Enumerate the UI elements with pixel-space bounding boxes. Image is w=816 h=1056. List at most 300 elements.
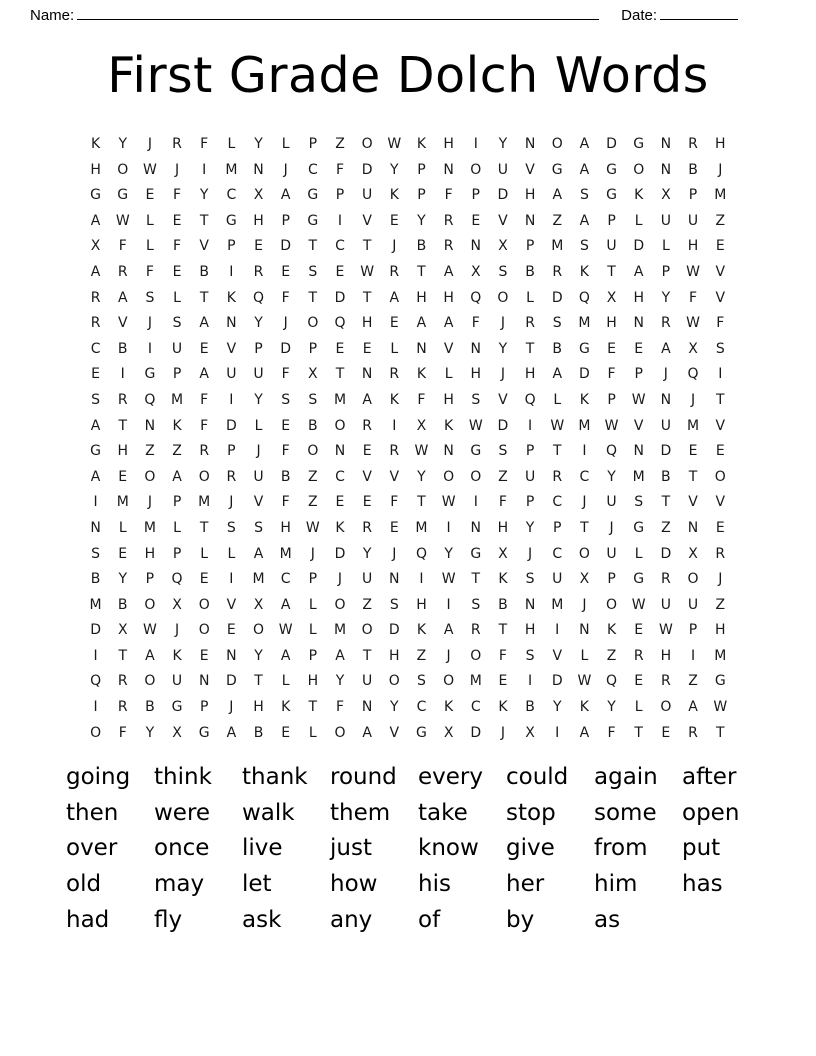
grid-cell[interactable]: P (308, 136, 318, 152)
grid-cell[interactable]: U (606, 238, 617, 255)
grid-cell[interactable]: P (227, 443, 236, 460)
grid-cell[interactable]: P (688, 622, 698, 639)
grid-cell[interactable]: V (525, 161, 535, 178)
grid-cell[interactable]: A (552, 366, 563, 383)
grid-cell[interactable]: Y (118, 136, 128, 152)
grid-cell[interactable]: C (335, 468, 345, 485)
grid-cell[interactable]: J (690, 391, 696, 408)
grid-cell[interactable]: Q (253, 289, 265, 306)
grid-cell[interactable]: Y (661, 289, 671, 306)
grid-cell[interactable]: N (253, 161, 264, 178)
grid-cell[interactable]: A (90, 468, 101, 485)
grid-cell[interactable]: A (335, 647, 345, 664)
grid-cell[interactable]: P (417, 187, 426, 204)
grid-cell[interactable]: W (142, 622, 157, 639)
grid-cell[interactable]: F (390, 494, 399, 511)
grid-cell[interactable]: Z (715, 212, 726, 229)
grid-cell[interactable]: O (144, 596, 156, 613)
grid-cell[interactable]: F (335, 699, 345, 716)
grid-cell[interactable]: I (120, 366, 125, 383)
grid-cell[interactable]: V (199, 238, 209, 255)
grid-cell[interactable]: D (606, 136, 617, 152)
grid-cell[interactable]: A (661, 340, 671, 357)
grid-cell[interactable]: D (334, 289, 346, 306)
grid-cell[interactable]: Z (308, 494, 318, 511)
grid-cell[interactable]: R (389, 366, 400, 383)
grid-cell[interactable]: H (524, 622, 536, 639)
grid-cell[interactable]: N (226, 647, 237, 664)
grid-cell[interactable]: R (470, 622, 481, 639)
grid-cell[interactable]: A (199, 315, 209, 332)
grid-cell[interactable]: I (718, 366, 723, 383)
grid-cell[interactable]: S (417, 673, 426, 690)
grid-cell[interactable]: W (414, 443, 429, 460)
grid-cell[interactable]: I (582, 443, 587, 460)
word-bank-item[interactable]: old (66, 871, 102, 898)
grid-cell[interactable]: E (335, 340, 345, 357)
grid-cell[interactable]: J (500, 366, 505, 383)
grid-cell[interactable]: M (714, 187, 727, 204)
grid-cell[interactable]: N (416, 340, 427, 357)
grid-cell[interactable]: F (281, 494, 290, 511)
grid-cell[interactable]: L (308, 622, 317, 639)
grid-cell[interactable]: T (199, 519, 209, 536)
grid-cell[interactable]: R (172, 136, 182, 152)
grid-cell[interactable]: H (687, 238, 699, 255)
grid-cell[interactable]: N (660, 161, 672, 178)
grid-cell[interactable]: U (253, 468, 264, 485)
grid-cell[interactable]: S (281, 391, 291, 408)
grid-cell[interactable]: S (91, 545, 101, 562)
grid-cell[interactable]: U (524, 468, 536, 485)
grid-cell[interactable]: R (253, 263, 264, 280)
grid-cell[interactable]: G (416, 724, 427, 741)
grid-cell[interactable]: S (308, 391, 318, 408)
grid-cell[interactable]: K (634, 187, 644, 204)
grid-cell[interactable]: N (579, 622, 590, 639)
grid-cell[interactable]: T (607, 263, 616, 280)
word-bank-item[interactable]: ask (242, 906, 282, 933)
grid-cell[interactable]: N (524, 136, 536, 152)
grid-cell[interactable]: M (89, 596, 102, 613)
grid-cell[interactable]: P (308, 647, 318, 664)
word-bank-item[interactable]: give (506, 835, 555, 862)
grid-cell[interactable]: F (417, 391, 426, 408)
grid-cell[interactable]: K (416, 366, 427, 383)
grid-cell[interactable]: A (443, 263, 454, 280)
grid-cell[interactable]: Z (688, 673, 698, 690)
grid-cell[interactable]: Y (417, 468, 426, 485)
grid-cell[interactable]: P (471, 187, 480, 204)
grid-cell[interactable]: G (633, 571, 645, 588)
grid-cell[interactable]: P (199, 699, 209, 716)
grid-cell[interactable]: L (308, 724, 317, 741)
grid-cell[interactable]: L (173, 289, 181, 306)
grid-cell[interactable]: P (308, 340, 318, 357)
grid-cell[interactable]: I (337, 212, 343, 229)
grid-cell[interactable]: K (226, 289, 236, 306)
grid-cell[interactable]: T (716, 391, 725, 408)
grid-cell[interactable]: A (362, 391, 372, 408)
word-bank-item[interactable]: know (418, 835, 479, 862)
grid-cell[interactable]: G (307, 212, 319, 229)
grid-cell[interactable]: G (225, 212, 237, 229)
grid-cell[interactable]: B (90, 571, 101, 588)
grid-cell[interactable]: A (579, 212, 590, 229)
grid-cell[interactable]: M (252, 571, 265, 588)
word-bank-item[interactable]: had (66, 906, 110, 933)
grid-cell[interactable]: V (715, 289, 726, 306)
grid-cell[interactable]: T (688, 468, 698, 485)
grid-cell[interactable]: L (118, 519, 127, 536)
grid-cell[interactable]: B (199, 263, 209, 280)
grid-cell[interactable]: W (387, 136, 402, 152)
grid-cell[interactable]: X (470, 263, 481, 280)
grid-cell[interactable]: O (117, 161, 129, 178)
grid-cell[interactable]: A (552, 187, 563, 204)
grid-cell[interactable]: W (577, 673, 592, 690)
grid-cell[interactable]: V (552, 647, 563, 664)
grid-cell[interactable]: V (715, 263, 726, 280)
grid-cell[interactable]: F (200, 391, 209, 408)
grid-cell[interactable]: O (551, 136, 563, 152)
grid-cell[interactable]: E (362, 340, 372, 357)
grid-cell[interactable]: A (362, 724, 372, 741)
grid-cell[interactable]: J (663, 366, 668, 383)
word-bank-item[interactable]: could (506, 764, 569, 791)
grid-cell[interactable]: F (688, 289, 698, 306)
grid-cell[interactable]: Y (390, 161, 399, 178)
grid-cell[interactable]: D (633, 238, 645, 255)
grid-cell[interactable]: C (552, 494, 563, 511)
grid-cell[interactable]: U (362, 187, 373, 204)
word-bank-item[interactable]: again (594, 764, 658, 791)
grid-cell[interactable]: W (305, 519, 320, 536)
grid-cell[interactable]: O (198, 622, 210, 639)
grid-cell[interactable]: K (498, 571, 508, 588)
grid-cell[interactable]: N (524, 596, 536, 613)
grid-cell[interactable]: S (498, 443, 508, 460)
grid-cell[interactable]: A (443, 315, 454, 332)
word-bank-item[interactable]: some (594, 799, 657, 826)
grid-cell[interactable]: R (633, 647, 644, 664)
grid-cell[interactable]: G (578, 340, 590, 357)
grid-cell[interactable]: Q (415, 545, 427, 562)
grid-cell[interactable]: P (525, 494, 535, 511)
grid-cell[interactable]: Q (470, 289, 482, 306)
grid-cell[interactable]: T (471, 571, 481, 588)
grid-cell[interactable]: J (310, 545, 315, 562)
grid-cell[interactable]: D (361, 161, 373, 178)
grid-cell[interactable]: G (633, 519, 645, 536)
grid-cell[interactable]: J (147, 136, 152, 152)
grid-cell[interactable]: D (470, 724, 482, 741)
grid-cell[interactable]: S (254, 519, 263, 536)
grid-cell[interactable]: L (661, 238, 670, 255)
word-bank-item[interactable]: just (330, 835, 372, 862)
grid-cell[interactable]: B (688, 161, 698, 178)
grid-cell[interactable]: L (145, 238, 154, 255)
grid-cell[interactable]: F (118, 238, 127, 255)
grid-cell[interactable]: G (307, 187, 319, 204)
grid-cell[interactable]: Q (578, 289, 590, 306)
grid-cell[interactable]: I (93, 494, 98, 511)
grid-cell[interactable]: W (441, 571, 456, 588)
grid-cell[interactable]: O (307, 315, 319, 332)
grid-cell[interactable]: P (553, 519, 562, 536)
name-input-rule[interactable] (77, 6, 599, 20)
grid-cell[interactable]: F (716, 315, 725, 332)
grid-cell[interactable]: L (281, 673, 290, 690)
grid-cell[interactable]: A (280, 647, 291, 664)
grid-cell[interactable]: L (173, 519, 181, 536)
grid-cell[interactable]: Z (606, 647, 617, 664)
word-bank-item[interactable]: let (242, 871, 272, 898)
grid-cell[interactable]: Y (498, 340, 508, 357)
grid-cell[interactable]: T (552, 443, 562, 460)
grid-cell[interactable]: X (172, 596, 182, 613)
grid-cell[interactable]: U (497, 161, 509, 178)
grid-cell[interactable]: B (552, 340, 563, 357)
grid-cell[interactable]: C (226, 187, 237, 204)
grid-cell[interactable]: G (117, 187, 129, 204)
grid-cell[interactable]: U (660, 596, 671, 613)
grid-cell[interactable]: K (281, 699, 291, 716)
grid-cell[interactable]: A (253, 545, 264, 562)
grid-cell[interactable]: F (145, 263, 154, 280)
grid-cell[interactable]: U (226, 366, 237, 383)
grid-cell[interactable]: H (443, 289, 454, 306)
grid-cell[interactable]: E (281, 417, 291, 434)
word-bank-item[interactable]: every (418, 764, 483, 791)
grid-cell[interactable]: P (607, 391, 616, 408)
grid-cell[interactable]: I (419, 571, 424, 588)
grid-cell[interactable]: E (199, 340, 209, 357)
grid-cell[interactable]: M (279, 545, 292, 562)
grid-cell[interactable]: K (172, 647, 182, 664)
grid-cell[interactable]: J (229, 699, 234, 716)
grid-cell[interactable]: N (334, 443, 346, 460)
grid-cell[interactable]: V (688, 494, 698, 511)
grid-cell[interactable]: B (280, 468, 291, 485)
grid-cell[interactable]: E (281, 263, 291, 280)
word-bank-item[interactable]: by (506, 906, 535, 933)
grid-cell[interactable]: Z (172, 443, 182, 460)
grid-cell[interactable]: N (443, 161, 454, 178)
grid-cell[interactable]: G (633, 136, 645, 152)
grid-cell[interactable]: H (389, 647, 400, 664)
grid-cell[interactable]: U (660, 417, 671, 434)
grid-cell[interactable]: C (552, 545, 563, 562)
grid-cell[interactable]: G (144, 366, 156, 383)
grid-cell[interactable]: W (631, 596, 646, 613)
grid-cell[interactable]: X (253, 596, 264, 613)
grid-cell[interactable]: D (280, 238, 292, 255)
word-bank-item[interactable]: over (66, 835, 118, 862)
word-bank-item[interactable]: from (594, 835, 648, 862)
word-bank-item[interactable]: of (418, 906, 441, 933)
grid-cell[interactable]: A (633, 263, 644, 280)
grid-cell[interactable]: Z (308, 468, 318, 485)
grid-cell[interactable]: S (525, 647, 535, 664)
grid-cell[interactable]: O (443, 468, 455, 485)
grid-cell[interactable]: Z (498, 468, 508, 485)
grid-cell[interactable]: C (416, 699, 427, 716)
grid-cell[interactable]: L (200, 545, 209, 562)
grid-cell[interactable]: Y (254, 136, 263, 152)
word-bank-item[interactable]: any (330, 906, 373, 933)
grid-cell[interactable]: U (253, 366, 264, 383)
grid-cell[interactable]: W (713, 699, 728, 716)
grid-cell[interactable]: O (90, 724, 102, 741)
grid-cell[interactable]: L (444, 366, 453, 383)
grid-cell[interactable]: O (443, 673, 455, 690)
grid-cell[interactable]: Y (552, 699, 562, 716)
grid-cell[interactable]: J (174, 622, 180, 639)
grid-cell[interactable]: J (392, 545, 397, 562)
grid-cell[interactable]: D (660, 443, 672, 460)
grid-cell[interactable]: M (333, 391, 347, 408)
grid-cell[interactable]: T (580, 519, 589, 536)
grid-cell[interactable]: B (145, 699, 155, 716)
grid-cell[interactable]: G (90, 443, 101, 460)
grid-cell[interactable]: Z (661, 519, 671, 536)
grid-cell[interactable]: D (551, 673, 563, 690)
grid-cell[interactable]: I (229, 391, 234, 408)
grid-cell[interactable]: W (631, 391, 646, 408)
grid-cell[interactable]: F (200, 417, 209, 434)
grid-cell[interactable]: Q (687, 366, 699, 383)
grid-cell[interactable]: M (686, 417, 700, 434)
grid-cell[interactable]: U (687, 596, 699, 613)
grid-cell[interactable]: M (714, 647, 727, 664)
grid-cell[interactable]: A (416, 315, 427, 332)
grid-cell[interactable]: X (416, 417, 427, 434)
grid-cell[interactable]: R (226, 468, 237, 485)
grid-cell[interactable]: G (606, 161, 617, 178)
grid-cell[interactable]: O (198, 596, 210, 613)
grid-cell[interactable]: P (145, 571, 155, 588)
grid-cell[interactable]: T (417, 263, 426, 280)
grid-cell[interactable]: F (173, 187, 182, 204)
grid-cell[interactable]: G (551, 161, 563, 178)
grid-cell[interactable]: R (688, 724, 698, 741)
grid-cell[interactable]: Z (362, 596, 372, 613)
grid-cell[interactable]: A (688, 699, 698, 716)
grid-cell[interactable]: D (497, 417, 509, 434)
grid-cell[interactable]: P (335, 187, 345, 204)
grid-cell[interactable]: T (254, 673, 263, 690)
grid-cell[interactable]: F (281, 366, 290, 383)
grid-cell[interactable]: J (500, 315, 505, 332)
grid-cell[interactable]: L (227, 136, 236, 152)
grid-cell[interactable]: W (686, 315, 700, 332)
grid-cell[interactable]: T (417, 494, 426, 511)
grid-cell[interactable]: X (525, 724, 535, 741)
grid-cell[interactable]: P (607, 212, 616, 229)
grid-cell[interactable]: R (362, 519, 372, 536)
grid-cell[interactable]: D (225, 417, 237, 434)
grid-cell[interactable]: V (389, 468, 400, 485)
grid-cell[interactable]: E (172, 263, 182, 280)
grid-cell[interactable]: A (280, 596, 291, 613)
grid-cell[interactable]: H (715, 622, 726, 639)
grid-cell[interactable]: R (389, 443, 400, 460)
grid-cell[interactable]: Q (606, 443, 618, 460)
word-bank-item[interactable]: take (418, 799, 468, 826)
grid-cell[interactable]: M (143, 519, 156, 536)
grid-cell[interactable]: S (172, 315, 182, 332)
grid-cell[interactable]: D (551, 289, 563, 306)
grid-cell[interactable]: O (497, 289, 509, 306)
grid-cell[interactable]: E (715, 519, 725, 536)
grid-cell[interactable]: Q (144, 391, 156, 408)
grid-cell[interactable]: K (416, 622, 427, 639)
word-bank-item[interactable]: thank (242, 764, 308, 791)
grid-cell[interactable]: C (470, 699, 481, 716)
grid-cell[interactable]: T (199, 212, 209, 229)
grid-cell[interactable]: I (93, 699, 98, 716)
grid-cell[interactable]: N (660, 391, 672, 408)
grid-cell[interactable]: V (226, 340, 237, 357)
grid-cell[interactable]: B (253, 724, 264, 741)
grid-cell[interactable]: E (118, 545, 128, 562)
grid-cell[interactable]: Y (525, 519, 535, 536)
grid-cell[interactable]: M (198, 494, 211, 511)
grid-cell[interactable]: K (90, 136, 101, 152)
grid-cell[interactable]: D (660, 545, 672, 562)
grid-cell[interactable]: J (718, 571, 723, 588)
grid-cell[interactable]: J (147, 315, 152, 332)
grid-cell[interactable]: K (444, 699, 454, 716)
grid-cell[interactable]: O (307, 443, 319, 460)
grid-cell[interactable]: N (144, 417, 156, 434)
grid-cell[interactable]: V (389, 724, 400, 741)
word-bank-item[interactable]: after (682, 764, 737, 791)
grid-cell[interactable]: C (90, 340, 101, 357)
word-bank-item[interactable]: how (330, 871, 378, 898)
grid-cell[interactable]: W (658, 622, 673, 639)
grid-cell[interactable]: Z (416, 647, 427, 664)
grid-cell[interactable]: J (147, 494, 152, 511)
grid-cell[interactable]: X (498, 545, 508, 562)
grid-cell[interactable]: D (225, 673, 237, 690)
grid-cell[interactable]: Y (254, 647, 263, 664)
grid-cell[interactable]: P (227, 238, 236, 255)
grid-cell[interactable]: E (471, 212, 481, 229)
grid-cell[interactable]: I (229, 571, 234, 588)
grid-cell[interactable]: V (226, 596, 237, 613)
grid-cell[interactable]: M (116, 494, 129, 511)
grid-cell[interactable]: O (253, 622, 265, 639)
grid-cell[interactable]: H (715, 136, 726, 152)
grid-cell[interactable]: L (227, 545, 236, 562)
grid-cell[interactable]: J (718, 161, 723, 178)
grid-cell[interactable]: I (93, 647, 98, 664)
grid-cell[interactable]: H (606, 315, 617, 332)
grid-cell[interactable]: M (415, 519, 428, 536)
grid-cell[interactable]: A (579, 724, 590, 741)
grid-cell[interactable]: I (202, 161, 207, 178)
grid-cell[interactable]: Q (90, 673, 102, 690)
grid-cell[interactable]: V (443, 340, 454, 357)
grid-cell[interactable]: M (171, 391, 184, 408)
grid-cell[interactable]: H (416, 596, 427, 613)
grid-cell[interactable]: O (714, 468, 726, 485)
grid-cell[interactable]: X (498, 238, 508, 255)
grid-cell[interactable]: B (117, 596, 128, 613)
grid-cell[interactable]: K (389, 187, 399, 204)
